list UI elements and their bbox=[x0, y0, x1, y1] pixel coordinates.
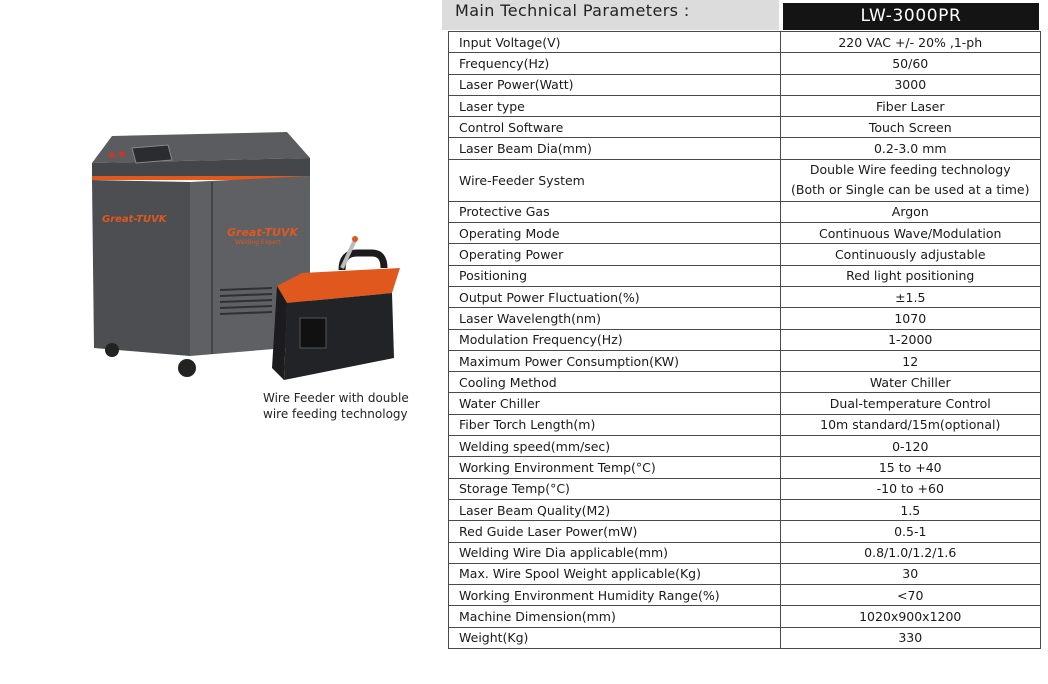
spec-row bbox=[449, 32, 1041, 53]
product-image bbox=[72, 118, 412, 388]
product-caption bbox=[263, 390, 433, 422]
spec-value: ±1.5 bbox=[780, 286, 1040, 307]
spec-param-label: Red Guide Laser Power(mW) bbox=[449, 521, 781, 542]
brand-logo-left: Great-TUVK bbox=[102, 214, 167, 225]
spec-row bbox=[449, 606, 1041, 627]
spec-param-label: Modulation Frequency(Hz) bbox=[449, 329, 781, 350]
spec-row bbox=[449, 53, 1041, 74]
spec-row bbox=[449, 350, 1041, 371]
spec-value: Continuously adjustable bbox=[780, 244, 1040, 265]
spec-row bbox=[449, 95, 1041, 116]
spec-value: 15 to +40 bbox=[780, 457, 1040, 478]
spec-value: 0-120 bbox=[780, 436, 1040, 457]
spec-value: Fiber Laser bbox=[780, 95, 1040, 116]
spec-row bbox=[449, 265, 1041, 286]
spec-row bbox=[449, 521, 1041, 542]
spec-value: 1-2000 bbox=[780, 329, 1040, 350]
section-title: Main Technical Parameters : bbox=[455, 1, 690, 20]
spec-value: 10m standard/15m(optional) bbox=[780, 414, 1040, 435]
spec-value: 0.5-1 bbox=[780, 521, 1040, 542]
spec-value: 12 bbox=[780, 350, 1040, 371]
spec-row bbox=[449, 223, 1041, 244]
spec-value: 220 VAC +/- 20% ,1-ph bbox=[780, 32, 1040, 53]
spec-param-label: Operating Mode bbox=[449, 223, 781, 244]
spec-row bbox=[449, 308, 1041, 329]
caption-line-2: wire feeding technology bbox=[263, 407, 408, 421]
spec-param-label: Storage Temp(°C) bbox=[449, 478, 781, 499]
spec-row bbox=[449, 414, 1041, 435]
spec-row bbox=[449, 117, 1041, 138]
spec-value-line-1: Double Wire feeding technology bbox=[809, 162, 1011, 178]
spec-row bbox=[449, 286, 1041, 307]
spec-row bbox=[449, 542, 1041, 563]
spec-value bbox=[780, 159, 1040, 201]
spec-value: Argon bbox=[780, 201, 1040, 222]
spec-param-label: Water Chiller bbox=[449, 393, 781, 414]
spec-row bbox=[449, 393, 1041, 414]
spec-value: <70 bbox=[780, 585, 1040, 606]
spec-value: Red light positioning bbox=[780, 265, 1040, 286]
spec-param-label: Control Software bbox=[449, 117, 781, 138]
spec-value: 0.8/1.0/1.2/1.6 bbox=[780, 542, 1040, 563]
spec-param-label: Positioning bbox=[449, 265, 781, 286]
spec-row bbox=[449, 457, 1041, 478]
spec-param-label: Laser Power(Watt) bbox=[449, 74, 781, 95]
spec-value: 1020x900x1200 bbox=[780, 606, 1040, 627]
section-title-bar bbox=[442, 0, 779, 30]
spec-value: Continuous Wave/Modulation bbox=[780, 223, 1040, 244]
spec-row bbox=[449, 563, 1041, 584]
spec-param-label: Protective Gas bbox=[449, 201, 781, 222]
spec-value: 330 bbox=[780, 627, 1040, 648]
spec-value-line-2: (Both or Single can be used at a time) bbox=[791, 182, 1030, 198]
spec-row bbox=[449, 436, 1041, 457]
spec-row bbox=[449, 201, 1041, 222]
model-label: LW-3000PR bbox=[783, 3, 1039, 30]
spec-value: Dual-temperature Control bbox=[780, 393, 1040, 414]
spec-row bbox=[449, 627, 1041, 648]
spec-param-label: Machine Dimension(mm) bbox=[449, 606, 781, 627]
laser-welder-illustration bbox=[72, 118, 412, 388]
spec-param-label: Wire-Feeder System bbox=[449, 159, 781, 201]
brand-logo-right: Great-TUVK bbox=[227, 226, 299, 239]
spec-row bbox=[449, 499, 1041, 520]
spec-row bbox=[449, 138, 1041, 159]
spec-row bbox=[449, 585, 1041, 606]
spec-row bbox=[449, 478, 1041, 499]
caption-line-1: Wire Feeder with double bbox=[263, 391, 409, 405]
spec-row bbox=[449, 244, 1041, 265]
spec-table bbox=[448, 31, 1041, 649]
spec-param-label: Working Environment Temp(°C) bbox=[449, 457, 781, 478]
spec-param-label: Max. Wire Spool Weight applicable(Kg) bbox=[449, 563, 781, 584]
spec-value: 50/60 bbox=[780, 53, 1040, 74]
spec-param-label: Laser Wavelength(nm) bbox=[449, 308, 781, 329]
spec-param-label: Weight(Kg) bbox=[449, 627, 781, 648]
spec-value: Water Chiller bbox=[780, 372, 1040, 393]
spec-param-label: Welding speed(mm/sec) bbox=[449, 436, 781, 457]
spec-value: 3000 bbox=[780, 74, 1040, 95]
spec-param-label: Maximum Power Consumption(KW) bbox=[449, 350, 781, 371]
spec-param-label: Laser Beam Quality(M2) bbox=[449, 499, 781, 520]
spec-param-label: Laser Beam Dia(mm) bbox=[449, 138, 781, 159]
spec-param-label: Cooling Method bbox=[449, 372, 781, 393]
spec-row bbox=[449, 372, 1041, 393]
brand-tagline: Welding Expert bbox=[235, 239, 281, 246]
spec-param-label: Working Environment Humidity Range(%) bbox=[449, 585, 781, 606]
spec-param-label: Frequency(Hz) bbox=[449, 53, 781, 74]
spec-param-label: Welding Wire Dia applicable(mm) bbox=[449, 542, 781, 563]
spec-param-label: Fiber Torch Length(m) bbox=[449, 414, 781, 435]
spec-param-label: Operating Power bbox=[449, 244, 781, 265]
spec-value: 30 bbox=[780, 563, 1040, 584]
spec-value: 0.2-3.0 mm bbox=[780, 138, 1040, 159]
spec-row bbox=[449, 329, 1041, 350]
spec-param-label: Output Power Fluctuation(%) bbox=[449, 286, 781, 307]
spec-value: 1070 bbox=[780, 308, 1040, 329]
spec-row bbox=[449, 159, 1041, 201]
spec-param-label: Laser type bbox=[449, 95, 781, 116]
spec-row bbox=[449, 74, 1041, 95]
spec-value: 1.5 bbox=[780, 499, 1040, 520]
spec-value: -10 to +60 bbox=[780, 478, 1040, 499]
spec-value: Touch Screen bbox=[780, 117, 1040, 138]
spec-param-label: Input Voltage(V) bbox=[449, 32, 781, 53]
